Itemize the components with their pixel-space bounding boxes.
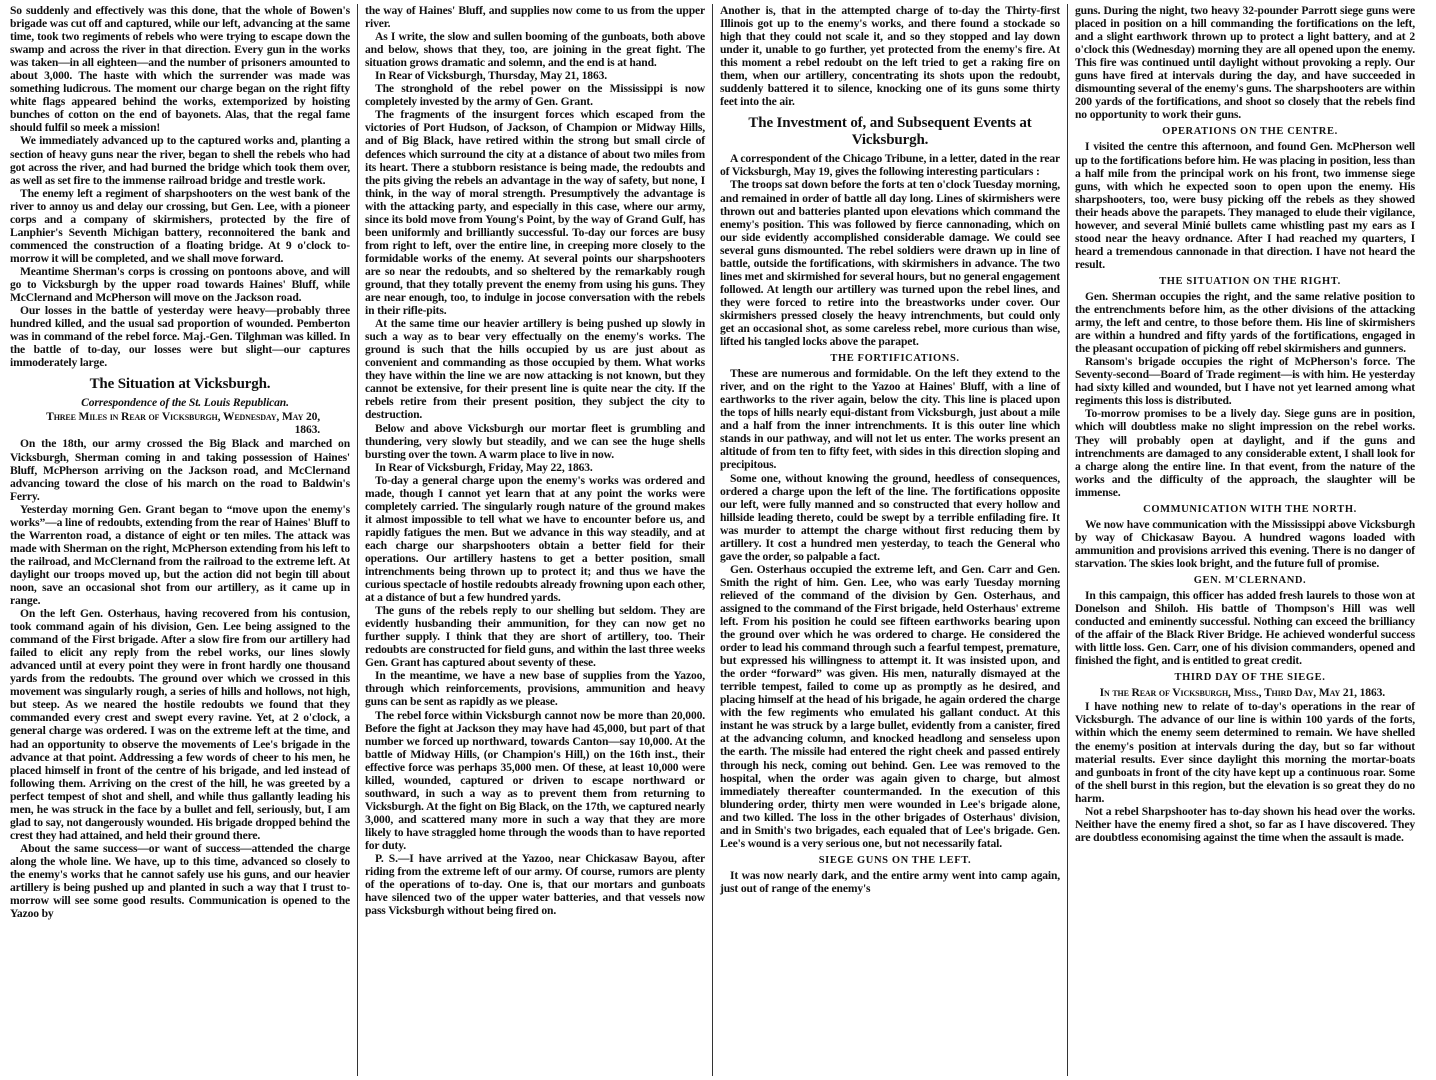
paragraph: To-day a general charge upon the enemy's works was ordered and made, though I cannot yet learn that at any point the works were completely carried. The singularly rough nature of the ground makes it almost impossible to tell what we have to encounter before us, and rapidly fatigues the men. But we advance in this way steadily, and at each charge our sharpshooters obtain a better field for their operations. Our artillery hastens to get a better position, small intrenchments being thrown up to protect it; and thus we have the curious spectacle of hostile redoubts already frowning upon each other, at a distance of but a few hundred yards. — [365, 473, 705, 605]
column-4 — [1071, 4, 1419, 1076]
paragraph: Our losses in the battle of yesterday were heavy—probably three hundred killed, and the usual sad proportion of wounded. Pemberton was in command of the rebel force. Maj.-Gen. Tilghman was killed. In the battle of to-day, our losses were but slight—our captures immoderately large. — [10, 304, 350, 370]
paragraph: We immediately advanced up to the captured works and, planting a section of heavy guns near the river, began to shell the rebels who had got across the river, and had burned the bridge which took them over, as well as set fire to the immense railroad bridge and trestle work. — [10, 134, 350, 187]
paragraph-continued: So suddenly and effectively was this done, that the whole of Bowen's brigade was cut off and captured, while our left, advancing at the same time, took two regiments of rebels who were trying to escape down the swamp and across the river in that direction. Every gun in the works was taken—in all eighteen—and the number of prisoners amounted to about 3,000. The haste with which the surrender was made was something ludicrous. The moment our charge began on the right fifty white flags appeared behind the works, extemporized by hoisting bunches of cotton on the end of bayonets. Alas, that the regal fame should fulfil so meek a mission! — [10, 4, 350, 135]
paragraph-continued: guns. During the night, two heavy 32-pounder Parrott siege guns were placed in position on a hill commanding the fortifications on the left, and a slight earthwork thrown up to protect a light battery, and at 2 o'clock this (Wednesday) morning they are all opened upon the enemy. This fire was continued until daylight without provoking a reply. Our guns have fired at intervals during the day, and have succeeded in dismounting several of the enemy's guns. The sharpshooters are within 200 yards of the fortifications, and shoot so closely that the rebels find no opportunity to work their guns. — [1075, 4, 1415, 122]
section-subheading: THE FORTIFICATIONS. — [830, 353, 960, 365]
paragraph: About the same success—or want of success—attended the charge along the whole line. We have, up to this time, advanced so closely to the enemy's works that he cannot safely use his guns, and our heavier artillery is being pushed up and planted in such a way that I trust to-morrow will see some good results. Communication is opened to the Yazoo by — [10, 841, 350, 921]
paragraph: The troops sat down before the forts at ten o'clock Tuesday morning, and remained in order of battle all day long. Lines of skirmishers were thrown out and batteries planted upon elevations which command the enemy's position. This was followed by fierce cannonading, which on our side evidently accomplished considerable damage. We could see several guns dismounted. The rebel soldiers were drawn up in line of battle, outside the fortifications, with skirmishers in advance. The two lines met and skirmished for several hours, but no general engagement followed. At length our artillery was turned upon the rebel lines, and they were forced to retire into the breastworks under cover. Our skirmishers pressed closely the heavy intrenchments, but could only get an occasional shot, as some careless rebel, more curious than wise, lifted his tangled locks above the parapet. — [720, 178, 1060, 349]
paragraph: It was now nearly dark, and the entire army went into camp again, just out of range of the enemy's — [720, 868, 1060, 895]
paragraph: Below and above Vicksburgh our mortar fleet is grumbling and thundering, very slowly but steadily, and we can see the huge shells bursting over the town. A warm place to live in now. — [365, 421, 705, 461]
section-subheading: GEN. M'CLERNAND. — [1193, 574, 1307, 586]
paragraph: Gen. Osterhaus occupied the extreme left, and Gen. Carr and Gen. Smith the right of him. Gen. Lee, who was early Tuesday morning relieved of the command of the division by Gen. Osterhaus, and assigned to the command of the First brigade, held Osterhaus' extreme left. From his position he could see fifteen earthworks bearing upon the ground over which he was ordered to charge. He considered the order to lead his command through such a fearful tempest, premature, but expressed his willingness to attempt it. It was insisted upon, and the order “forward” was given. His men, naturally dismayed at the terrible tempest, failed to come up as promptly as he desired, and placing himself at the head of his brigade, he again ordered the charge with the few regiments who emulated his gallant conduct. At this instant he was struck by a large bullet, evidently from a canister, fired at the advancing column, and knocked headlong and senseless upon the earth. The missile had entered the right cheek and passed entirely through his neck, coming out behind. Gen. Lee was removed to the hospital, when the order was again given to charge, but almost immediately thereafter countermanded. In the execution of this blundering order, thirty men were wounded in Lee's brigade alone, and two killed. The loss in the other brigades of Osterhaus' division, and in Smith's two brigades, each equaled that of Lee's brigade. Gen. Lee's wound is a very serious one, but not necessarily fatal. — [720, 562, 1060, 850]
paragraph: On the 18th, our army crossed the Big Black and marched on Vicksburgh, Sherman coming in and taking possession of Haines' Bluff, McPherson arriving on the Jackson road, and McClernand advancing toward the close of his march on the road to Baldwin's Ferry. — [10, 437, 350, 503]
column-1 — [6, 4, 354, 1076]
article-dateline: Three Miles in Rear of Vicksburgh, Wednesday, May 20, 1863. — [46, 410, 320, 437]
column-divider — [712, 4, 713, 1076]
paragraph: The guns of the rebels reply to our shelling but seldom. They are evidently husbanding their ammunition, for they can now get no further supply. I think that they are short of artillery, too. Their redoubts are constructed for field guns, and within the last three weeks Gen. Grant has captured about seventy of these. — [365, 604, 705, 670]
paragraph: In Rear of Vicksburgh, Thursday, May 21, 1863. — [375, 69, 607, 83]
column-3 — [716, 4, 1064, 1076]
paragraph-continued: Another is, that in the attempted charge of to-day the Thirty-first Illinois got up to the enemy's works, and there found a stockade so high that they could not scale it, and so they stopped and lay down under it, unable to go further, yet protected from the enemy's fire. At this moment a rebel redoubt on the left tried to get a raking fire on them, when our artillery, concentrating its shots upon the redoubt, suddenly battered it to silence, knocking one of its guns some thirty feet into the air. — [720, 4, 1060, 109]
paragraph: At the same time our heavier artillery is being pushed up slowly in such a way as to bear very effectually on the enemy's works. The ground is such that the hills occupied by us are just about as convenient and commanding as those occupied by them. What works they have within the line we are now attacking is not known, but they cannot be extensive, for their present line is quite near the city. If the rebels retire from their present position, they subject the city to destruction. — [365, 317, 705, 422]
article-byline: Correspondence of the St. Louis Republican. — [81, 396, 289, 410]
newspaper-page — [6, 4, 1432, 1076]
column-2 — [361, 4, 709, 1076]
paragraph: The fragments of the insurgent forces which escaped from the victories of Port Hudson, of Jackson, of Champion or Midway Hills, and of Big Black, have retired within the strong but small circle of defences which surround the city at a distance of about two miles from its heart. There a stubborn resistance is being made, the redoubts and the pits giving the rebels an advantage in the way of safety, but none, I think, in the way of moral strength. Presumptively the advantage is with the attacking party, and especially in this case, where our army, since its bold move from Young's Point, by the way of Grand Gulf, has been uniformly and brilliantly successful. To-day our forces are busy from right to left, over the entire line, in creeping more closely to the formidable works of the enemy. At several points our sharpshooters are so near the redoubts, and so sheltered by the remarkably rough ground, that they totally prevent the enemy from using his guns. They are near enough, too, to indulge in jocose conversation with the rebels in their rifle-pits. — [365, 108, 705, 318]
paragraph: In this campaign, this officer has added fresh laurels to those won at Donelson and Shiloh. His battle of Thompson's Hill was well conducted and eminently successful. Nothing can exceed the brilliancy of the affair of the Black River Bridge. He achieved wonderful success with little loss. Gen. Carr, one of his division commanders, opened and finished the fight, and is entitled to great credit. — [1075, 589, 1415, 668]
section-subheading: OPERATIONS ON THE CENTRE. — [1162, 126, 1338, 138]
article-headline: The Investment of, and Subsequent Events at Vicksburgh. — [748, 115, 1032, 149]
paragraph: Some one, without knowing the ground, heedless of consequences, ordered a charge upon the left of the line. The fortifications opposite our left, were fully manned and so constructed that every hollow and hillside leading thereto, could be swept by a terrible enfilading fire. It was murder to attempt the charge without first reducing them by artillery. It cost a hundred men yesterday, to teach the General who gave the order, so palpable a fact. — [720, 471, 1060, 563]
paragraph: Yesterday morning Gen. Grant began to “move upon the enemy's works”—a line of redoubts, extending from the rear of Haines' Bluff to the Warrenton road, a distance of eight or ten miles. The attack was made with Sherman on the right, McPherson extending from his left to the railroad, and McClernand from the railroad to the extreme left. At daylight our troops moved up, but the action did not begin till about noon, save an occasional shot from our artillery, as it came up in range. — [10, 502, 350, 608]
paragraph: As I write, the slow and sullen booming of the gunboats, both above and below, shows that they, too, are joining in the great fight. The situation grows dramatic and solemn, and the end is at hand. — [365, 30, 705, 70]
paragraph: Gen. Sherman occupies the right, and the same relative position to the entrenchments before him, as the other divisions of the attacking army, the left and centre, to those before them. His line of skirmishers are within a hundred and fifty yards of the fortifications, engaged in the pleasant occupation of picking off rebel skirmishers and gunners. — [1075, 289, 1415, 356]
paragraph: The enemy left a regiment of sharpshooters on the west bank of the river to annoy us and delay our crossing, but Gen. Lee, with a pioneer corps and a company of skirmishers, protected by the fire of Lanphier's Seventh Michigan battery, reconnoitered the bank and commenced the construction of a floating bridge. At 9 o'clock to-morrow it will be completed, and we shall move forward. — [10, 186, 350, 265]
paragraph: I have nothing new to relate of to-day's operations in the rear of Vicksburgh. The advance of our line is within 100 yards of the forts, within which the enemy seem determined to remain. We have shelled the enemy's position at intervals during the day, but so far without material results. Ever since daylight this morning the mortar-boats and gunboats in front of the city have kept up a continuous roar. Some of the shell burst in this region, but the elevation is so great they do no harm. — [1075, 700, 1415, 805]
column-divider — [357, 4, 358, 1076]
paragraph: In Rear of Vicksburgh, Friday, May 22, 1863. — [375, 460, 593, 474]
paragraph: P. S.—I have arrived at the Yazoo, near Chickasaw Bayou, after riding from the extreme left of our army. Of course, rumors are plenty of the operations of to-day. One is, that our mortars and gunboats have silenced two of the upper water batteries, and that vessels now pass Vicksburgh without being fired on. — [365, 852, 705, 918]
section-subheading: COMMUNICATION WITH THE NORTH. — [1143, 503, 1357, 515]
paragraph: Not a rebel Sharpshooter has to-day shown his head over the works. Neither have the enemy fired a shot, so far as I have discovered. They are doubtless economising against the time when the assault is made. — [1075, 804, 1415, 844]
paragraph: The stronghold of the rebel power on the Mississippi is now completely invested by the army of Gen. Grant. — [365, 82, 705, 109]
paragraph: Ransom's brigade occupies the right of McPherson's force. The Seventy-second—Board of Trade regiment—is with him. He yesterday had sixty killed and wounded, but I have not yet learned among what regiments this loss is distributed. — [1075, 355, 1415, 408]
paragraph-continued: the way of Haines' Bluff, and supplies now come to us from the upper river. — [365, 4, 705, 31]
column-divider — [1067, 4, 1068, 1076]
section-subheading: SIEGE GUNS ON THE LEFT. — [818, 854, 972, 866]
article-headline: The Situation at Vicksburgh. — [89, 376, 271, 393]
paragraph: On the left Gen. Osterhaus, having recovered from his contusion, took command again of his division, Gen. Lee being assigned to the command of the First brigade. After a slow fire from our artillery had failed to elicit any reply from the rebel works, our lines slowly advanced until at every point they were in front hardly one thousand yards from the redoubts. The ground over which we crossed in this movement was singularly rough, a series of hills and hollows, not high, but steep. As we neared the hostile redoubts we found that they commanded every crest and swept every ravine. Yet, at 2 o'clock, a general charge was ordered. I was on the extreme left at the time, and had an opportunity to observe the movements of Lee's brigade in the advance at that point. Addressing a few words of cheer to his men, he placed himself in front of the centre of his brigade, and led instead of following them. Arriving on the crest of the hill, he was greeted by a perfect tempest of shot and shell, and while thus gallantly leading his men, he was struck in the face by a bullet and fell, seriously, but, I am glad to say, not dangerously wounded. His brigade dropped behind the crest they had attained, and held their ground there. — [10, 607, 350, 842]
paragraph: To-morrow promises to be a lively day. Siege guns are in position, which will doubtless make no slight impression on the rebel works. They will probably open at daylight, and if the guns and intrenchments are damaged to any considerable extent, I shall look for a charge along the entire line. In that event, from the nature of the works and the difficulty of the approach, the slaughter will be immense. — [1075, 407, 1415, 499]
paragraph: In the meantime, we have a new base of supplies from the Yazoo, through which reinforcements, provisions, ammunition and heavy guns can be sent as rapidly as we please. — [365, 669, 705, 709]
paragraph: A correspondent of the Chicago Tribune, in a letter, dated in the rear of Vicksburgh, May 19, gives the following interesting particulars : — [720, 152, 1060, 179]
paragraph: The rebel force within Vicksburgh cannot now be more than 20,000. Before the fight at Jackson they may have had 45,000, but part of that number we forced up northward, towards Canton—say 10,000. At the battle of Midway Hills, (or Champion's Hill,) on the 16th inst., their effective force was perhaps 35,000 men. Of these, at least 10,000 were killed, wounded, captured or driven to escape northward or southward, in such a way as to prevent them from returning to Vicksburgh. At the fight on Big Black, on the 17th, we captured nearly 3,000, and scattered many more in such a way that they are more likely to have straggled home through the woods than to have reported for duty. — [365, 708, 705, 852]
article-dateline: In the Rear of Vicksburgh, Miss., Third Day, May 21, 1863. — [1099, 686, 1385, 700]
section-subheading: THIRD DAY OF THE SIEGE. — [1174, 672, 1326, 684]
paragraph: Meantime Sherman's corps is crossing on pontoons above, and will go to Vicksburgh by the upper road towards Haines' Bluff, while McClernand and McPherson will move on the Jackson road. — [10, 264, 350, 305]
section-subheading: THE SITUATION ON THE RIGHT. — [1159, 275, 1341, 287]
paragraph: I visited the centre this afternoon, and found Gen. McPherson well up to the fortifications before him. He was placing in position, less than a half mile from the principal work on his front, two immense siege guns, with which he expected soon to open upon the enemy. His sharpshooters, too, were busy picking off the rebels as they showed their heads above the parapets. They managed to elude their vigilance, however, and several Minié bullets came whistling past my ears as I stood near the heavy ordnance. After I had reached my quarters, I heard a tremendous cannonade in that direction. I have not heard the result. — [1075, 140, 1415, 271]
paragraph: These are numerous and formidable. On the left they extend to the river, and on the right to the Yazoo at Haines' Bluff, with a line of earthworks to the river again, below the city. This line is placed upon the tops of hills nearly equi-distant from Vicksburgh, just about a mile and a half from the inner intrenchments. It is this outer line which stands in our pathway, and will not let us enter. The works present an altitude of from ten to fifty feet, with sides in this direction sloping and precipitous. — [720, 367, 1060, 472]
paragraph: We now have communication with the Mississippi above Vicksburgh by way of Chickasaw Bayou. A hundred wagons loaded with ammunition and provisions arrived this evening. There is no danger of starvation. The skies look bright, and the future full of promise. — [1075, 517, 1415, 570]
